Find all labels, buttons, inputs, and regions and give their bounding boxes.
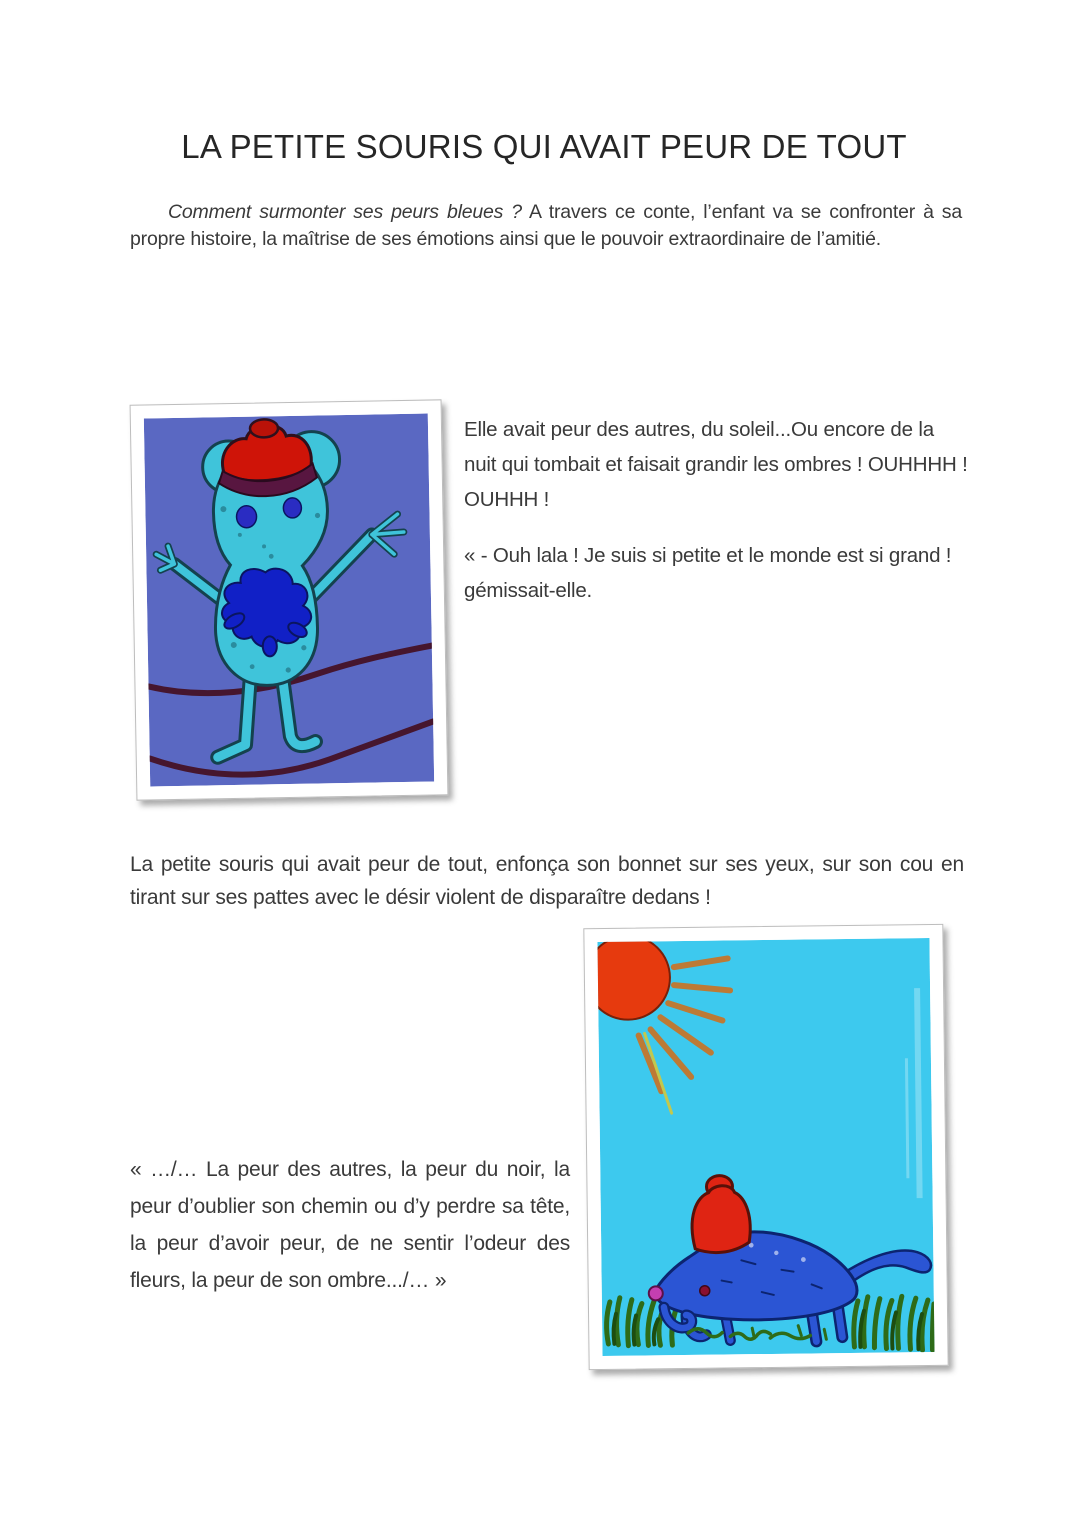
intro-rest: A travers ce conte, l’enfant va se confronter à sa propre histoire, la maîtrise de ses émotions ainsi que le pouvoir extraordinaire de l’amitié. <box>130 201 963 250</box>
paragraph-quote-ouh-lala: « - Ouh lala ! Je suis si petite et le monde est si grand ! gémissait-elle. <box>464 544 952 602</box>
drawing-scared-mouse-svg <box>144 414 434 787</box>
intro-question: Comment surmonter ses peurs bleues ? <box>168 201 522 223</box>
drawing-walking-mouse-svg <box>597 938 934 1356</box>
drawing-scared-mouse <box>130 399 449 800</box>
paragraph-la-peur: « …/… La peur des autres, la peur du noir, la peur d’oublier son chemin ou d’y perdre sa tête, la peur d’avoir peur, de ne sentir l’odeur des fleurs, la peur de son ombre.../… » <box>130 1158 570 1292</box>
mouse2-nose <box>649 1286 663 1300</box>
paragraph-fears: Elle avait peur des autres, du soleil...Ou encore de la nuit qui tombait et faisait grandir les ombres ! OUHHHH ! OUHHH ! <box>464 418 968 511</box>
drawing-walking-mouse <box>583 924 948 1370</box>
paragraph-bonnet: La petite souris qui avait peur de tout, enfonça son bonnet sur ses yeux, sur son cou en tirant sur ses pattes avec le désir violent de disparaître dedans ! <box>130 853 964 909</box>
section1-text <box>464 412 969 608</box>
intro-paragraph <box>130 199 962 253</box>
page-title: LA PETITE SOURIS QUI AVAIT PEUR DE TOUT <box>181 128 907 165</box>
mouse2-eye <box>700 1286 710 1296</box>
